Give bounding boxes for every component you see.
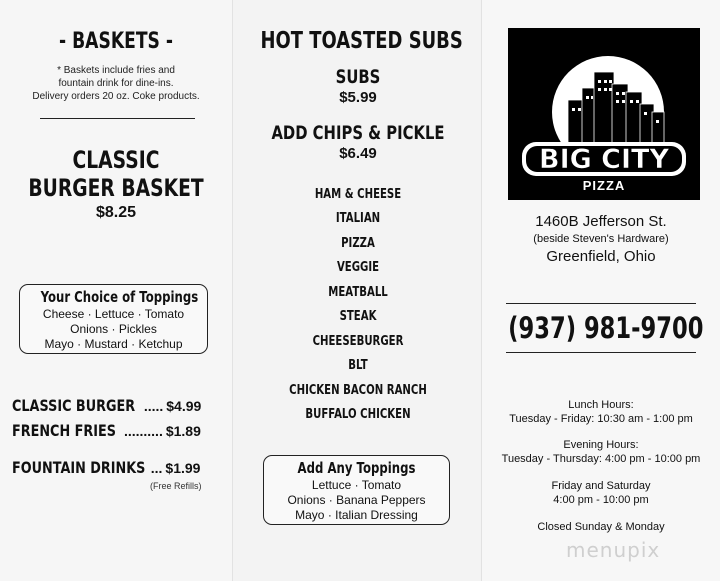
add-toppings-line: Lettuce · Tomato <box>311 478 402 492</box>
menu-item-fountain-drinks <box>12 458 224 477</box>
phone-divider-top <box>506 303 696 304</box>
baskets-note <box>0 64 232 103</box>
baskets-title-wrap <box>0 28 232 56</box>
toppings-choice-title: Your Choice of Toppings <box>40 288 199 306</box>
sub-item: VEGGIE <box>336 260 380 275</box>
big-city-pizza-logo <box>508 28 700 200</box>
logo-main-text: BIG CITY <box>538 144 670 175</box>
item-label: FRENCH FRIES <box>12 421 116 440</box>
toppings-choice-line: Cheese · Lettuce · Tomato <box>42 307 185 321</box>
subs-panel <box>232 0 482 581</box>
add-toppings-line: Onions · Banana Peppers <box>287 493 426 507</box>
hours-weekend <box>482 479 720 507</box>
subs-title: HOT TOASTED SUBS <box>260 28 463 54</box>
hours-time: Tuesday - Thursday: 4:00 pm - 10:00 pm <box>501 453 701 465</box>
subs-title-wrap <box>233 26 483 56</box>
item-dots: ... <box>150 460 163 476</box>
free-refills-note: (Free Refills) <box>150 481 202 491</box>
item-dots: ..... <box>143 398 164 414</box>
baskets-note-line: Delivery orders 20 oz. Coke products. <box>32 91 200 102</box>
hours-title: Friday and Saturday <box>551 480 651 492</box>
sub-item: BLT <box>348 358 368 373</box>
sub-item: STEAK <box>339 309 377 324</box>
classic-basket-block <box>0 146 232 224</box>
hours-closed: Closed Sunday & Monday <box>537 521 665 533</box>
add-toppings-title: Add Any Toppings <box>297 459 416 477</box>
menupix-watermark: menupix <box>566 538 661 562</box>
sub-item: ITALIAN <box>335 211 381 226</box>
sub-item: BUFFALO CHICKEN <box>305 407 411 422</box>
sub-item: CHEESEBURGER <box>312 334 404 349</box>
item-label: CLASSIC BURGER <box>12 396 136 415</box>
address-block <box>482 212 720 268</box>
menu-item-french-fries <box>12 421 224 440</box>
baskets-note-line: * Baskets include fries and <box>57 65 175 76</box>
item-price: $1.99 <box>165 460 201 476</box>
toppings-choice-line: Onions · Pickles <box>70 322 157 336</box>
hours-title: Evening Hours: <box>563 439 639 451</box>
item-label: FOUNTAIN DRINKS <box>12 458 146 477</box>
classic-basket-price: $8.25 <box>95 204 137 221</box>
hours-lunch <box>482 398 720 426</box>
chips-price: $6.49 <box>339 145 377 162</box>
logo-sub-text: PIZZA <box>582 178 626 193</box>
sub-item: MEATBALL <box>328 285 388 300</box>
phone-wrap <box>482 310 720 346</box>
sub-item: HAM & CHEESE <box>314 187 402 202</box>
classic-basket-title-1: CLASSIC <box>72 146 160 174</box>
chips-price-block <box>233 122 483 164</box>
toppings-choice-line: Mayo · Mustard · Ketchup <box>44 337 183 351</box>
hours-title: Lunch Hours: <box>568 399 634 411</box>
address-landmark: (beside Steven's Hardware) <box>533 233 669 245</box>
hours-time: 4:00 pm - 10:00 pm <box>553 494 649 506</box>
baskets-title: - BASKETS - <box>58 29 174 54</box>
sub-item: PIZZA <box>341 236 375 251</box>
address-city: Greenfield, Ohio <box>546 248 656 265</box>
classic-basket-title-2: BURGER BASKET <box>28 174 204 202</box>
menu-item-classic-burger <box>12 396 224 415</box>
subs-price-block <box>233 66 483 108</box>
address-street: 1460B Jefferson St. <box>535 213 667 230</box>
subs-label: SUBS <box>335 66 381 88</box>
add-toppings-line: Mayo · Italian Dressing <box>295 508 418 522</box>
hours-time: Tuesday - Friday: 10:30 am - 1:00 pm <box>509 413 693 425</box>
add-toppings-box <box>263 455 450 525</box>
phone-number: (937) 981-9700 <box>508 311 704 345</box>
baskets-panel <box>0 0 232 581</box>
sub-item: CHICKEN BACON RANCH <box>289 383 427 398</box>
subs-price: $5.99 <box>339 89 377 106</box>
hours-evening <box>482 438 720 466</box>
item-price: $4.99 <box>166 398 202 414</box>
phone-divider-bottom <box>506 352 696 353</box>
city-skyline-icon <box>508 28 700 200</box>
toppings-choice-box <box>19 284 208 354</box>
item-price: $1.89 <box>165 423 201 439</box>
chips-label: ADD CHIPS & PICKLE <box>271 122 445 144</box>
baskets-divider <box>40 118 195 119</box>
item-dots: .......... <box>123 423 163 439</box>
baskets-note-line: fountain drink for dine-ins. <box>58 78 174 89</box>
